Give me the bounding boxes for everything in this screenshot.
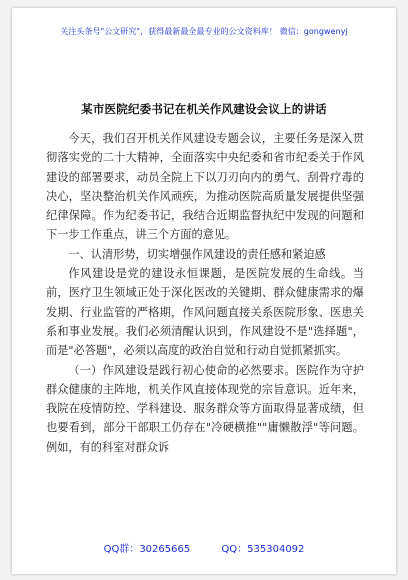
- footer-qq-group: QQ群：30265665: [103, 544, 191, 555]
- section-heading: 一、认清形势，切实增强作风建设的责任感和紧迫感: [68, 247, 326, 261]
- paragraph: 作风建设是党的建设永恒课题，是医院发展的生命线。当前，医疗卫生领域正处于深化医改的关键期、群众健康需求的爆发期、行业监管的严格期，作风问题直接关系医院形象、医患关系和事业发展。我们必须清醒认识到，作风建设不是"选择题"，而是"必答题"，必须以高度的政治自觉和行动自觉抓紧抓实。: [46, 267, 364, 358]
- page-footer: [12, 540, 396, 555]
- document-page: [12, 8, 396, 574]
- document-title: 某市医院纪委书记在机关作风建设会议上的讲话: [81, 102, 327, 116]
- footer-qq: QQ：535304092: [221, 544, 305, 555]
- document-body: [46, 129, 364, 457]
- paragraph: （一）作风建设是践行初心使命的必然要求。医院作为守护群众健康的主阵地，机关作风直接体现党的宗旨意识。近年来，我院在疫情防控、学科建设、服务群众等方面取得显著成绩，但也要看到，部分干部职工仍存在"冷硬横推""庸懒散浮"等问题。例如，有的科室对群众诉: [46, 363, 364, 454]
- paragraph: 今天，我们召开机关作风建设专题会议，主要任务是深入贯彻落实党的二十大精神，全面落实中央纪委和省市纪委关于作风建设的部署要求，动员全院上下以刀刃向内的勇气、刮骨疗毒的决心，坚决整治机关作风顽疾，为推动医院高质量发展提供坚强纪律保障。作为纪委书记，我结合近期监督执纪中发现的问题和下一步工作重点，讲三个方面的意见。: [46, 132, 364, 242]
- page-header: 关注头条号"公文研究"，获得最新最全最专业的公文资料库！ 微信：gongwenyj: [60, 27, 348, 36]
